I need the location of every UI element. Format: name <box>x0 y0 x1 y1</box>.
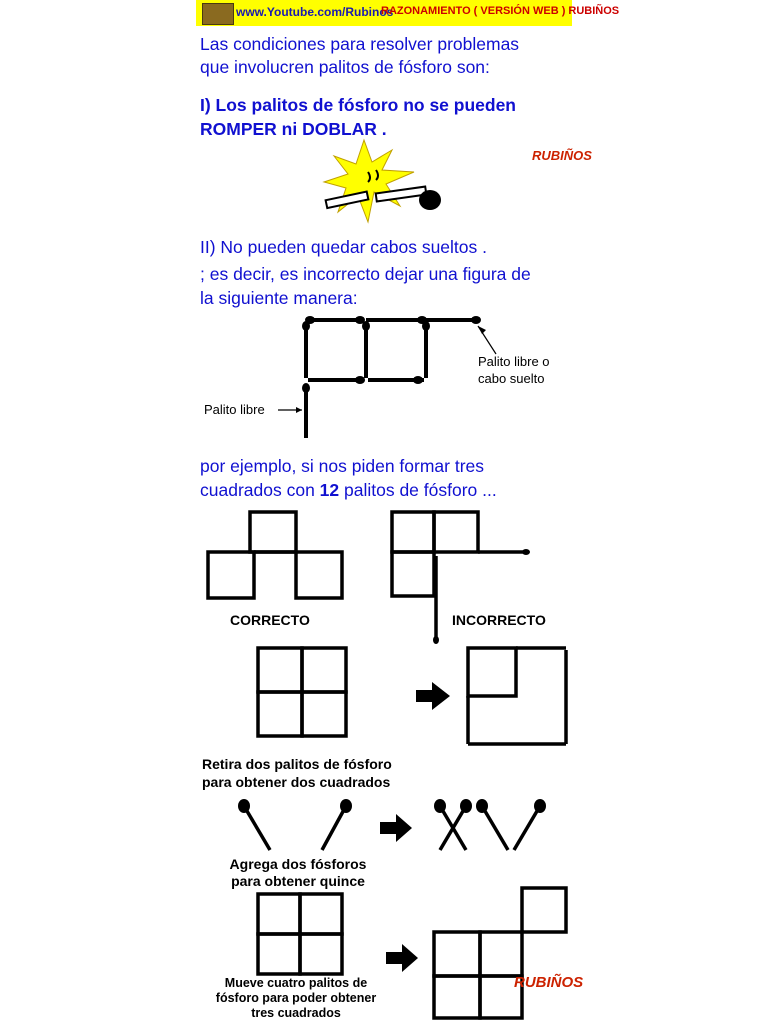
label-palito-libre: Palito libre <box>204 402 265 417</box>
caption-agrega-2: para obtener quince <box>231 873 365 889</box>
caption-retira-2: para obtener dos cuadrados <box>202 774 391 790</box>
rule2-line-3: la siguiente manera: <box>200 288 358 308</box>
caption-mueve-3: tres cuadrados <box>251 1006 341 1020</box>
caption-agrega-1: Agrega dos fósforos <box>229 856 367 872</box>
label-palito-libre-o: Palito libre o <box>478 354 550 369</box>
rule2-line-2: ; es decir, es incorrecto dejar una figura de <box>200 264 531 284</box>
header-title: RAZONAMIENTO ( VERSIÓN WEB ) RUBIÑOS <box>381 5 620 17</box>
intro-line-2: que involucren palitos de fósforo son: <box>200 57 490 77</box>
caption-correcto: CORRECTO <box>230 612 310 628</box>
rule1-line-2: ROMPER ni DOBLAR . <box>200 119 387 139</box>
caption-mueve-1: Mueve cuatro palitos de <box>224 976 368 990</box>
example-line-1: por ejemplo, si nos piden formar tres <box>200 456 485 476</box>
rule1-line-1: I) Los palitos de fósforo no se pueden <box>200 95 516 115</box>
caption-mueve-2: fósforo para poder obtener <box>215 991 377 1005</box>
brand-logo-top: RUBIÑOS <box>532 148 592 163</box>
caption-incorrecto: INCORRECTO <box>452 612 546 628</box>
rule2-line-1: II) No pueden quedar cabos sueltos . <box>200 237 487 257</box>
caption-retira-1: Retira dos palitos de fósforo <box>202 756 392 772</box>
example-line-2: cuadrados con 12 palitos de fósforo ... <box>200 480 497 500</box>
label-cabo-suelto: cabo suelto <box>478 371 545 386</box>
intro-line-1: Las condiciones para resolver problemas <box>200 34 520 54</box>
header-site[interactable]: www.Youtube.com/Rubinos <box>236 5 394 19</box>
brand-logo-bottom: RUBIÑOS <box>514 974 584 991</box>
document-page <box>196 0 620 1024</box>
